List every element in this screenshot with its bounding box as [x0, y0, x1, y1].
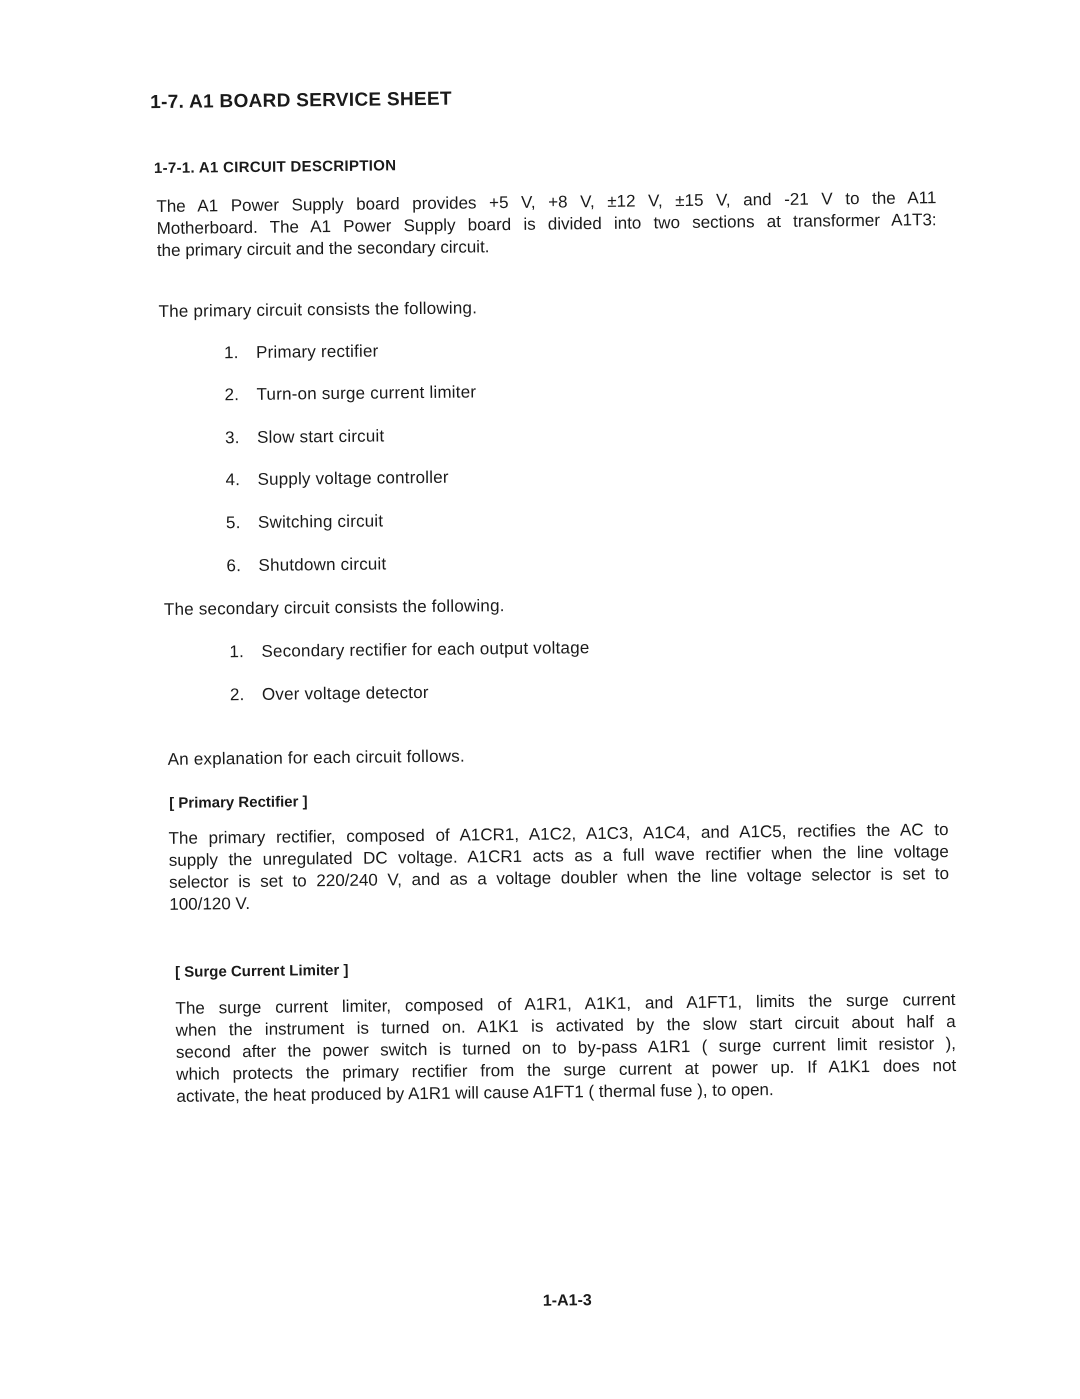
list-item [224, 341, 379, 363]
explanation-text: An explanation for each circuit follows. [167, 746, 465, 769]
text-line: The primary rectifier, composed of A1CR1, A1C2, A1C3, A1C4, and A1C5, rectifies the AC to [168, 820, 949, 848]
text-line: selector is set to 220/240 V, and as a voltage doubler when the line voltage selector is set to [168, 864, 950, 892]
list-number: 2. [229, 685, 245, 705]
list-number: 1. [223, 343, 239, 363]
list-text: Switching circuit [257, 511, 384, 532]
list-item [229, 638, 589, 662]
secondary-intro: The secondary circuit consists the following. [163, 596, 505, 619]
list-item [230, 683, 429, 705]
list-number: 4. [225, 470, 241, 490]
list-item [225, 426, 385, 448]
list-text: Secondary rectifier for each output voltage [261, 638, 590, 661]
subsection-title: 1-7-1. A1 CIRCUIT DESCRIPTION [153, 157, 397, 178]
section-title: 1-7. A1 BOARD SERVICE SHEET [150, 88, 452, 114]
list-item [224, 382, 476, 405]
primary-rectifier-heading: [ Primary Rectifier ] [169, 793, 308, 812]
list-number: 1. [229, 642, 245, 662]
intro-paragraph [156, 187, 937, 262]
list-number: 6. [226, 556, 242, 576]
list-text: Turn-on surge current limiter [256, 382, 477, 404]
text-line: The A1 Power Supply board provides +5 V, +8 V, ±12 V, ±15 V, and -21 V to the A11 [156, 188, 937, 217]
list-text: Supply voltage controller [257, 467, 449, 489]
primary-rectifier-paragraph [168, 819, 949, 916]
page-number: 1-A1-3 [542, 1292, 592, 1310]
text-line: Motherboard. The A1 Power Supply board is divided into two sections at transformer A1T3: [156, 210, 937, 239]
surge-limiter-paragraph [175, 989, 956, 1108]
text-line: supply the unregulated DC voltage. A1CR1 acts as a full wave rectifier when the line voltage [168, 842, 949, 870]
surge-limiter-heading: [ Surge Current Limiter ] [174, 961, 349, 981]
list-item [226, 554, 386, 576]
text-line: second after the power switch is turned on to by-pass A1R1 ( surge current limit resistor ), [175, 1033, 957, 1062]
list-text: Primary rectifier [255, 341, 379, 362]
text-line: which protects the primary rectifier from the surge current at power up. If A1K1 does not [176, 1055, 957, 1084]
text-line: 100/120 V. [169, 893, 251, 914]
list-text: Slow start circuit [256, 426, 385, 447]
text-line: The surge current limiter, composed of A1R1, A1K1, and A1FT1, limits the surge current [175, 989, 956, 1018]
text-line: the primary circuit and the secondary circuit. [156, 237, 490, 261]
list-text: Shutdown circuit [258, 554, 387, 575]
text-line: activate, the heat produced by A1R1 will cause A1FT1 ( thermal fuse ), to open. [176, 1080, 774, 1106]
text-line: when the instrument is turned on. A1K1 is activated by the slow start circuit about half a [175, 1011, 956, 1040]
list-text: Over voltage detector [261, 682, 429, 704]
list-item [226, 511, 383, 533]
list-item [225, 468, 448, 491]
primary-intro: The primary circuit consists the following. [158, 298, 478, 321]
list-number: 3. [224, 428, 240, 448]
list-number: 2. [224, 385, 240, 405]
list-number: 5. [225, 513, 241, 533]
